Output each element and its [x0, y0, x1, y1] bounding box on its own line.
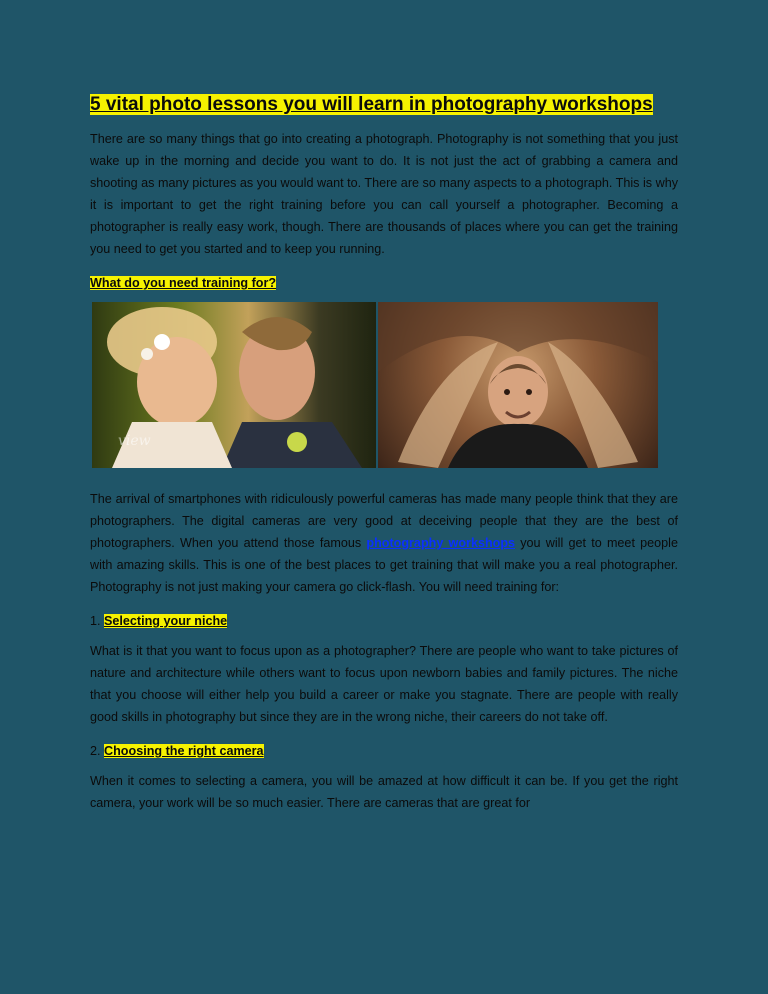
section-1-body: What is it that you want to focus upon as a photographer? There are people who want to take pictures of nature and architecture while others want to focus upon newborn babies and family pictures. The niche that you choose will either help you build a career or make you stagnate. There are people with really good skills in photography but since they are in the wrong niche, their careers do not take off.	[90, 644, 678, 724]
section-1-heading-text: Selecting your niche	[104, 614, 228, 628]
question-heading	[90, 272, 678, 294]
section-2-heading-text: Choosing the right camera	[104, 744, 264, 758]
document-content	[90, 92, 678, 826]
photo-watermark: view	[118, 433, 151, 449]
arrival-text-after-link: you will get to meet people with amazing skills. This is one of the best places to get training that will make you a real photographer. Photography is not just making your camera go click-flash. You will need training for:	[90, 536, 678, 594]
section-2-number: 2.	[90, 744, 101, 758]
question-heading-text: What do you need training for?	[90, 276, 277, 290]
section-1-heading	[90, 610, 678, 632]
intro-paragraph: There are so many things that go into creating a photograph. Photography is not something that you just wake up in the morning and decide you want to do. It is not just the act of grabbing a camera and shooting as many pictures as you would want to. There are so many aspects to a photograph. This is why it is important to get the right training before you can call yourself a photographer. Becoming a photographer is really easy work, though. There are thousands of places where you can get the training you need to get you started and to keep you running.	[90, 132, 678, 256]
section-2-body: When it comes to selecting a camera, you will be amazed at how difficult it can be. If you get the right camera, your work will be so much easier. There are cameras that are great for	[90, 774, 678, 810]
arrival-text-before-link: The arrival of smartphones with ridiculously powerful cameras has made many people think that they are photographers. The digital cameras are very good at deceiving people that they are the best of photographers. When you attend those famous	[90, 492, 678, 550]
title-text: 5 vital photo lessons you will learn in photography workshops	[90, 94, 653, 115]
wedding-couple-photo	[92, 302, 376, 468]
photo-strip	[92, 302, 678, 468]
photography-workshops-link[interactable]: photography workshops	[366, 536, 516, 550]
section-1-number: 1.	[90, 614, 101, 628]
artist-portrait-illustration	[378, 302, 658, 468]
page-title	[90, 92, 678, 118]
arrival-paragraph	[90, 488, 678, 598]
section-2-heading	[90, 740, 678, 762]
artist-portrait-photo	[378, 302, 658, 468]
